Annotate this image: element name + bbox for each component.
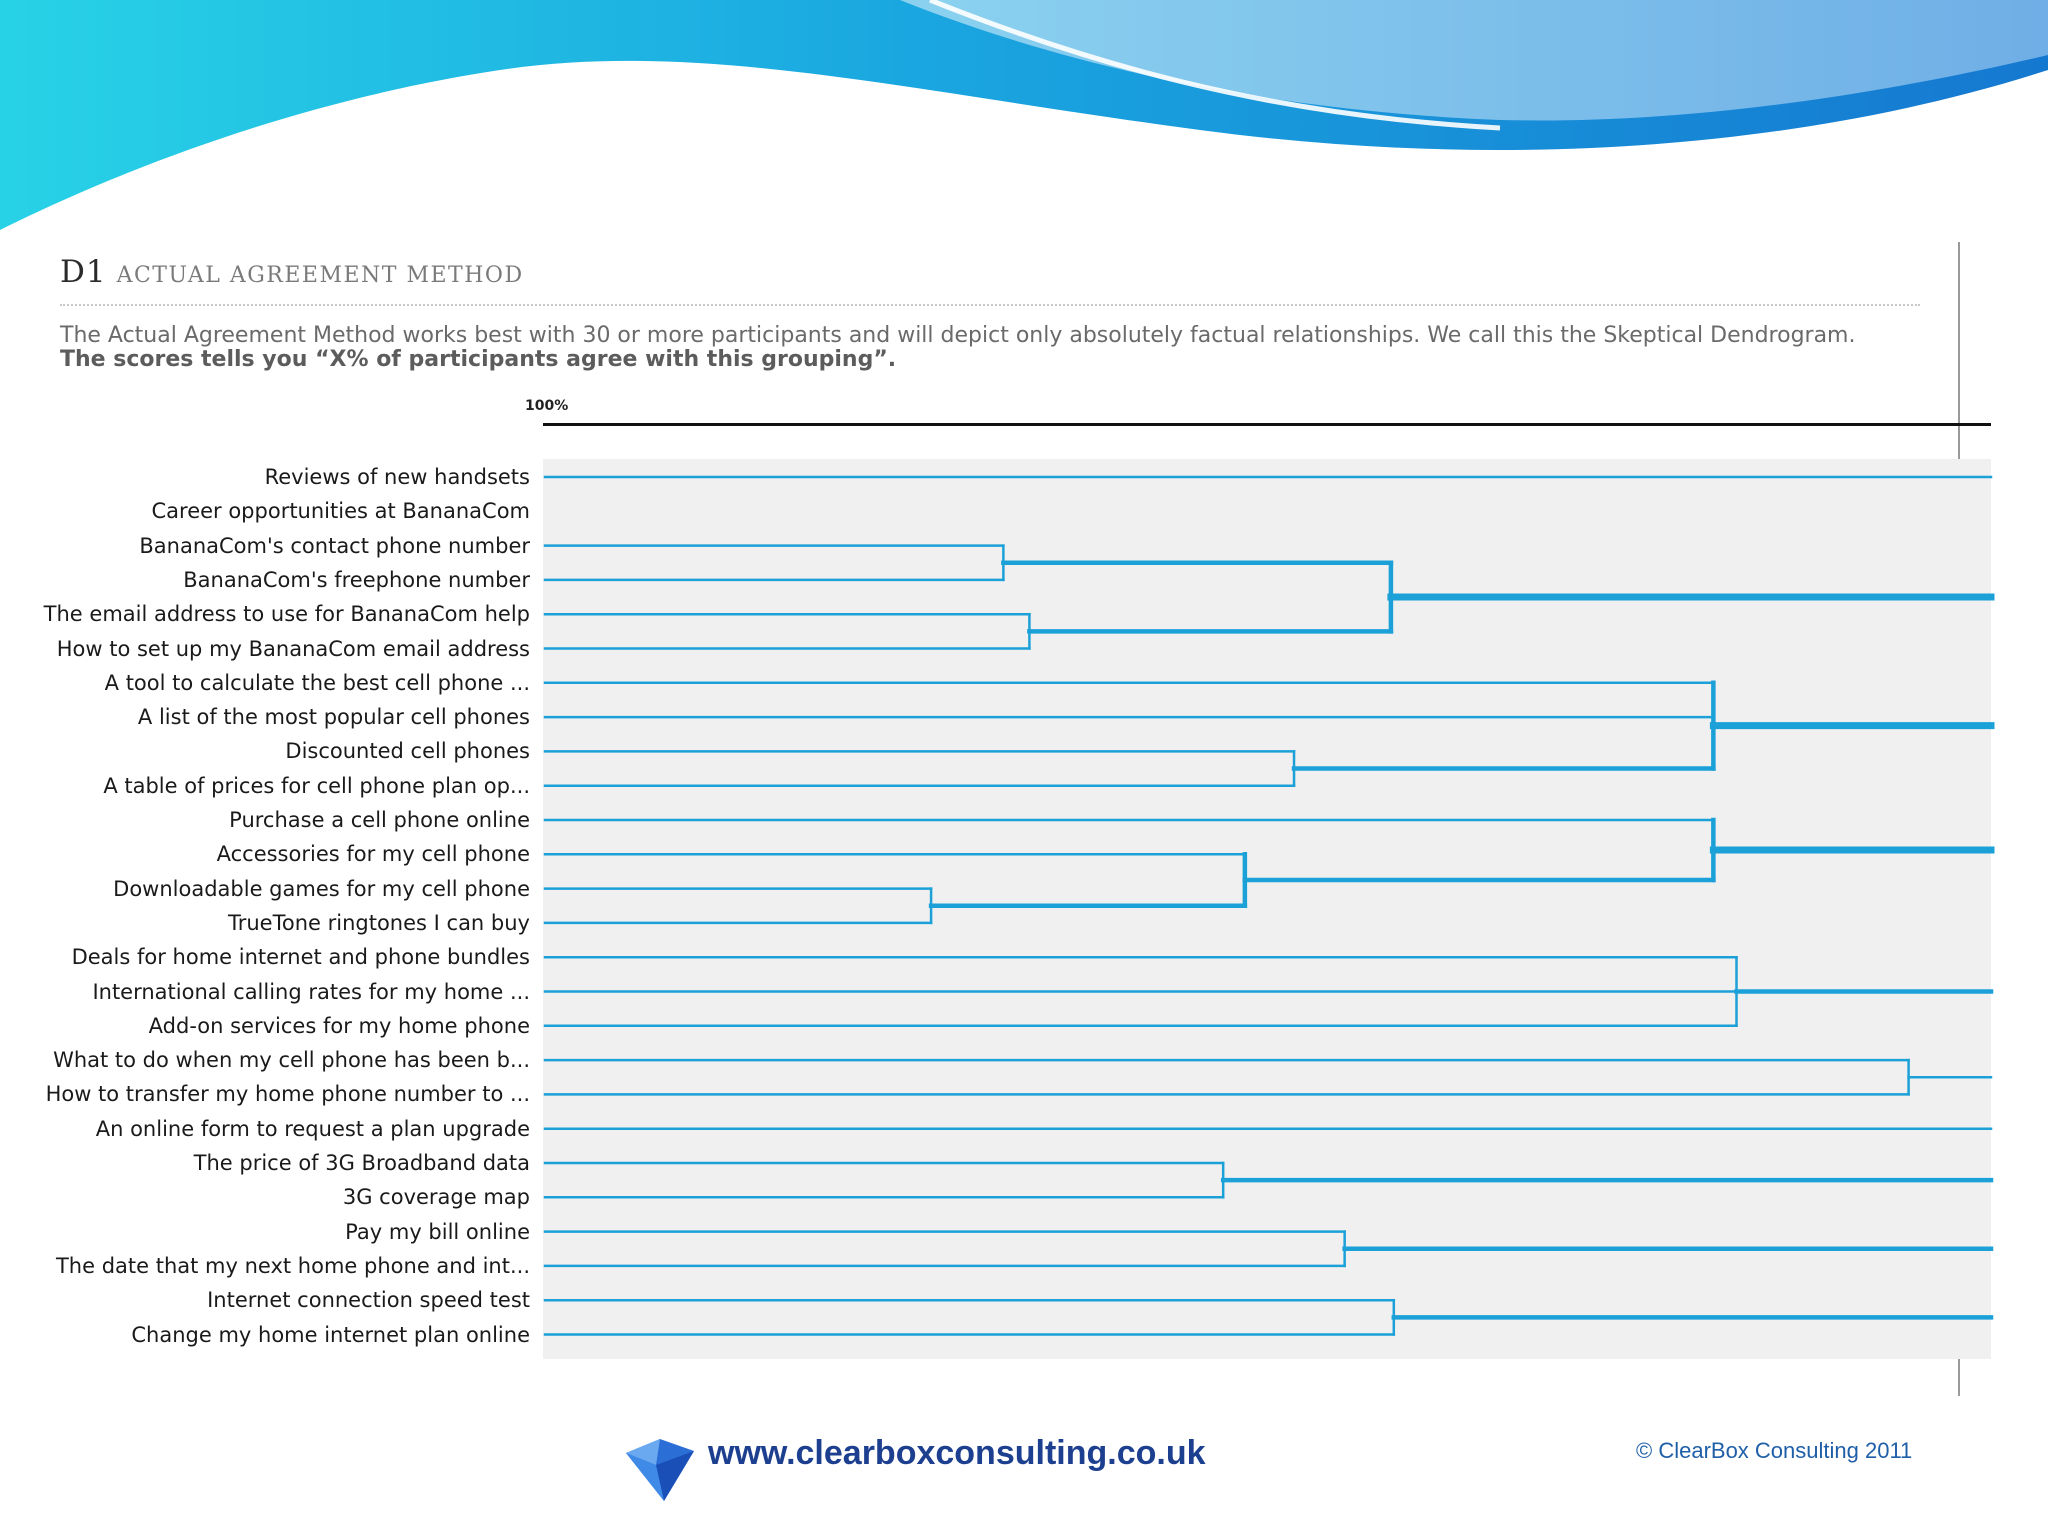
title-code: D1 — [60, 254, 107, 290]
item-label: An online form to request a plan upgrade — [95, 1116, 530, 1141]
title-text: ACTUAL AGREEMENT METHOD — [116, 263, 524, 288]
item-label: Discounted cell phones — [285, 739, 530, 764]
item-label: Career opportunities at BananaCom — [151, 499, 530, 524]
item-label: How to set up my BananaCom email address — [56, 636, 530, 661]
clearbox-logo-icon — [620, 1435, 700, 1507]
item-label: A list of the most popular cell phones — [137, 705, 530, 730]
item-label: International calling rates for my home ... — [92, 979, 530, 1004]
item-label: BananaCom's contact phone number — [139, 533, 530, 558]
description-line: The Actual Agreement Method works best with 30 or more participants and will depict only absolutely factual relationships. We call this the Skeptical Dendrogram. — [60, 323, 1856, 348]
item-label: 3G coverage map — [342, 1185, 530, 1210]
item-label: How to transfer my home phone number to ... — [45, 1082, 530, 1107]
item-label: What to do when my cell phone has been b... — [53, 1048, 530, 1073]
item-label: Purchase a cell phone online — [229, 808, 530, 832]
item-label: BananaCom's freephone number — [183, 567, 530, 592]
website-link[interactable]: www.clearboxconsulting.co.uk — [708, 1434, 1206, 1472]
item-label: Add-on services for my home phone — [148, 1013, 530, 1038]
item-label: Downloadable games for my cell phone — [113, 876, 530, 901]
item-label: The price of 3G Broadband data — [193, 1151, 530, 1175]
scale-label: 100% — [525, 398, 569, 414]
item-label: Internet connection speed test — [207, 1288, 530, 1313]
item-label: Deals for home internet and phone bundles — [71, 945, 530, 970]
item-label: Reviews of new handsets — [264, 465, 530, 489]
item-label: The email address to use for BananaCom help — [43, 602, 530, 627]
description-emphasis: The scores tells you “X% of participants agree with this grouping”. — [60, 347, 897, 372]
item-label: A tool to calculate the best cell phone ... — [104, 670, 530, 695]
copyright: © ClearBox Consulting 2011 — [1636, 1438, 1913, 1463]
item-label: TrueTone ringtones I can buy — [228, 910, 530, 935]
item-label: Pay my bill online — [345, 1219, 530, 1244]
item-label: A table of prices for cell phone plan op... — [103, 773, 530, 798]
item-label: Change my home internet plan online — [131, 1322, 530, 1347]
item-label: The date that my next home phone and int... — [55, 1253, 530, 1278]
item-label: Accessories for my cell phone — [216, 842, 530, 867]
